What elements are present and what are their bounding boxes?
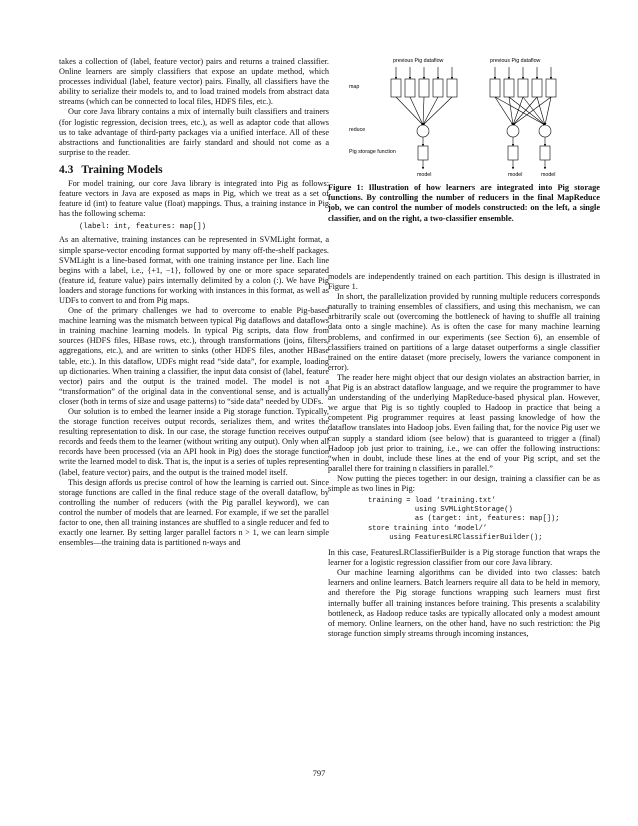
paragraph: In this case, FeaturesLRClassifierBuilder is a Pig storage function that wraps the learner for a logistic regression classifier from our core Java library. bbox=[328, 548, 600, 568]
paragraph: In short, the parallelization provided by running multiple reducers corresponds naturally to training ensembles of classifiers, and using this mechanism, we can arbitrarily scale out (overcoming the bottleneck of having to shuffle all training data onto a single machine). As is often the case for many machine learning problems, and confirmed in our experiments (see Section 6), an ensemble of classifiers trained on partitions of a large dataset outperforms a single classifier trained on the entire dataset (more precisely, lowers the variance component in error). bbox=[328, 292, 600, 372]
paragraph: models are independently trained on each partition. This design is illustrated in Figure 1. bbox=[328, 272, 600, 292]
paragraph: As an alternative, training instances can be represented in SVMLight format, a simple sparse-vector encoding format supported by many off-the-shelf packages. SVMLight is a line-based format, with one training instance per line. Each line begins with a label, i.e., {+1, −1}, followed by one or more space separated (feature id, feature value) pairs internally delimited by a colon (:). We have Pig loaders and storage functions for working with instances in this format, as well as UDFs to convert to and from Pig maps. bbox=[59, 235, 329, 305]
section-number: 4.3 bbox=[59, 163, 74, 176]
map-node bbox=[419, 79, 429, 97]
dataflow-edge bbox=[509, 97, 513, 125]
map-node bbox=[504, 79, 514, 97]
model-label: model bbox=[417, 172, 432, 178]
dataflow-edge bbox=[423, 97, 452, 125]
storage-function-node bbox=[418, 146, 428, 160]
paragraph: Our machine learning algorithms can be divided into two classes: batch learners and online learners. Batch learners require all data to be held in memory, and therefore the Pig storage functions wrapping such learners must first internally buffer all training instances before training. This presents a scalability bottleneck, as Hadoop reduce tasks are typically allocated only a modest amount of memory. Online learners, on the other hand, have no such restriction: the Pig storage function simply streams through incoming instances, bbox=[328, 568, 600, 638]
page-number: 797 bbox=[312, 768, 326, 778]
prev-dataflow-label-left: previous Pig dataflow bbox=[393, 58, 444, 64]
dataflow-edge bbox=[495, 97, 513, 125]
model-label: model bbox=[508, 172, 523, 178]
dataflow-edge bbox=[545, 97, 551, 125]
paragraph: One of the primary challenges we had to overcome to enable Pig-based machine learning was the mismatch between typical Pig dataflows and dataflows in training machine learning models. In typical Pig scripts, data flow from sources (HDFS files, HBase rows, etc.), through transformations (joins, filters, aggregations, etc.), and are written to sinks (other HDFS files, another HBase table, etc.). In this dataflow, UDFs might read “side data”, for example, loading up dictionaries. When training a classifier, the input data consist of (label, feature vector) pairs and the output is the trained model. The model is not a “transformation” of the original data in the conventional sense, and is actually closer (both in terms of size and usage patterns) to “side data” needed by UDFs. bbox=[59, 306, 329, 406]
figure-caption: Figure 1: Illustration of how learners are integrated into Pig storage functions. By controlling the number of reducers in the final MapReduce job, we can control the number of models constructed: on the left, a single classifier, and on the right, a two-classifier ensemble. bbox=[328, 183, 600, 223]
figure-diagram bbox=[335, 55, 595, 183]
reduce-node bbox=[417, 125, 429, 137]
storage-function-node bbox=[540, 146, 550, 160]
storage-function-node bbox=[508, 146, 518, 160]
paragraph: This design affords us precise control of how the learning is carried out. Since storage functions are called in the final reduce stage of the overall dataflow, by controlling the number of reducers (with the Pig parallel keyword), we can control the number of models that are learned. For example, if we set the parallel factor to one, then all training instances are shuffled to a single reducer and fed to exactly one learner. By setting larger parallel factors n > 1, we can learn simple ensembles—the training data is partitioned n-ways and bbox=[59, 477, 329, 548]
left-column bbox=[59, 57, 329, 548]
paragraph: Our solution is to embed the learner inside a Pig storage function. Typically, the storage function receives output records, serializes them, and writes the resulting representation to disk. In our case, the storage function receives output records and feeds them to the learner (without writing any output). Only when all records have been processed (via an API hook in Pig) does the storage function write the learned model to disk. That is, the input is a series of tuples representing (label, feature vector) pairs, and the output is the trained model itself. bbox=[59, 407, 329, 477]
map-node bbox=[391, 79, 401, 97]
dataflow-edge bbox=[495, 97, 545, 125]
paragraph: For model training, our core Java library is integrated into Pig as follows: feature vectors in Java are exposed as maps in Pig, which we treat as a set of feature id (int) to feature value (float) mappings. Thus, a training instance in Pig has the following schema: bbox=[59, 178, 329, 219]
dataflow-edge bbox=[410, 97, 423, 125]
paragraph: The reader here might object that our design violates an abstraction barrier, in that Pig is an abstract dataflow language, and we require the programmer to have an understanding of the underlying MapReduce-based physical plan. However, we argue that Pig is so tightly coupled to Hadoop in practice that being a competent Pig programmer requires at least passing knowledge of how the dataflow translates into Hadoop jobs. Even failing that, for the novice Pig user we can supply a standard idiom (see below) that is guaranteed to trigger a (final) Hadoop job just prior to training, i.e., we can offer the following instructions: “when in doubt, include these lines at the end of your Pig script, and set the parallel there for training n classifiers in parallel.” bbox=[328, 372, 600, 473]
dataflow-edge bbox=[396, 97, 423, 125]
map-label: map bbox=[349, 84, 360, 90]
section-title: Training Models bbox=[81, 163, 163, 176]
dataflow-edge bbox=[423, 97, 424, 125]
paragraph: Our core Java library contains a mix of internally built classifiers and trainers (for logistic regression, decision trees, etc.), as well as adaptor code that allows us to take advantage of third-party packages via a unified interface. All of these abstractions and functionalities are fairly standard and should not come as a surprise to the reader. bbox=[59, 107, 329, 157]
prev-dataflow-label-right: previous Pig dataflow bbox=[490, 58, 541, 64]
dataflow-edge bbox=[423, 97, 438, 125]
map-node bbox=[518, 79, 528, 97]
dataflow-nodes bbox=[391, 79, 556, 160]
dataflow-edge bbox=[523, 97, 545, 125]
section-heading bbox=[59, 163, 329, 177]
storage-function-label: Pig storage function bbox=[349, 149, 396, 155]
dataflow-edge bbox=[537, 97, 545, 125]
schema-code: (label: int, features: map[]) bbox=[79, 223, 206, 232]
pig-code-block: training = load ‘training.txt’ using SVMLightStorage() as (target: int, features: map[]); store training into ‘model/’ using FeaturesLRClassifierBuilder(); bbox=[368, 497, 560, 542]
map-node bbox=[490, 79, 500, 97]
paragraph: Now putting the pieces together: in our design, training a classifier can be as simple as two lines in Pig: bbox=[328, 473, 600, 493]
model-label: model bbox=[541, 172, 556, 178]
dataflow-edge bbox=[513, 97, 551, 125]
map-node bbox=[532, 79, 542, 97]
paragraph: takes a collection of (label, feature vector) pairs and returns a trained classifier. Online learners are simply classifiers that expose an update method, which processes individual (label, feature vector) pairs. Finally, all classifiers have the ability to serialize their models to, and to load trained models from abstract data streams (which can be connected to local files, HDFS files, etc.). bbox=[59, 57, 329, 107]
map-node bbox=[546, 79, 556, 97]
reduce-node bbox=[539, 125, 551, 137]
map-node bbox=[447, 79, 457, 97]
dataflow-edge bbox=[513, 97, 537, 125]
right-column bbox=[328, 272, 600, 639]
reduce-label: reduce bbox=[349, 127, 366, 133]
map-node bbox=[433, 79, 443, 97]
reduce-node bbox=[507, 125, 519, 137]
map-node bbox=[405, 79, 415, 97]
